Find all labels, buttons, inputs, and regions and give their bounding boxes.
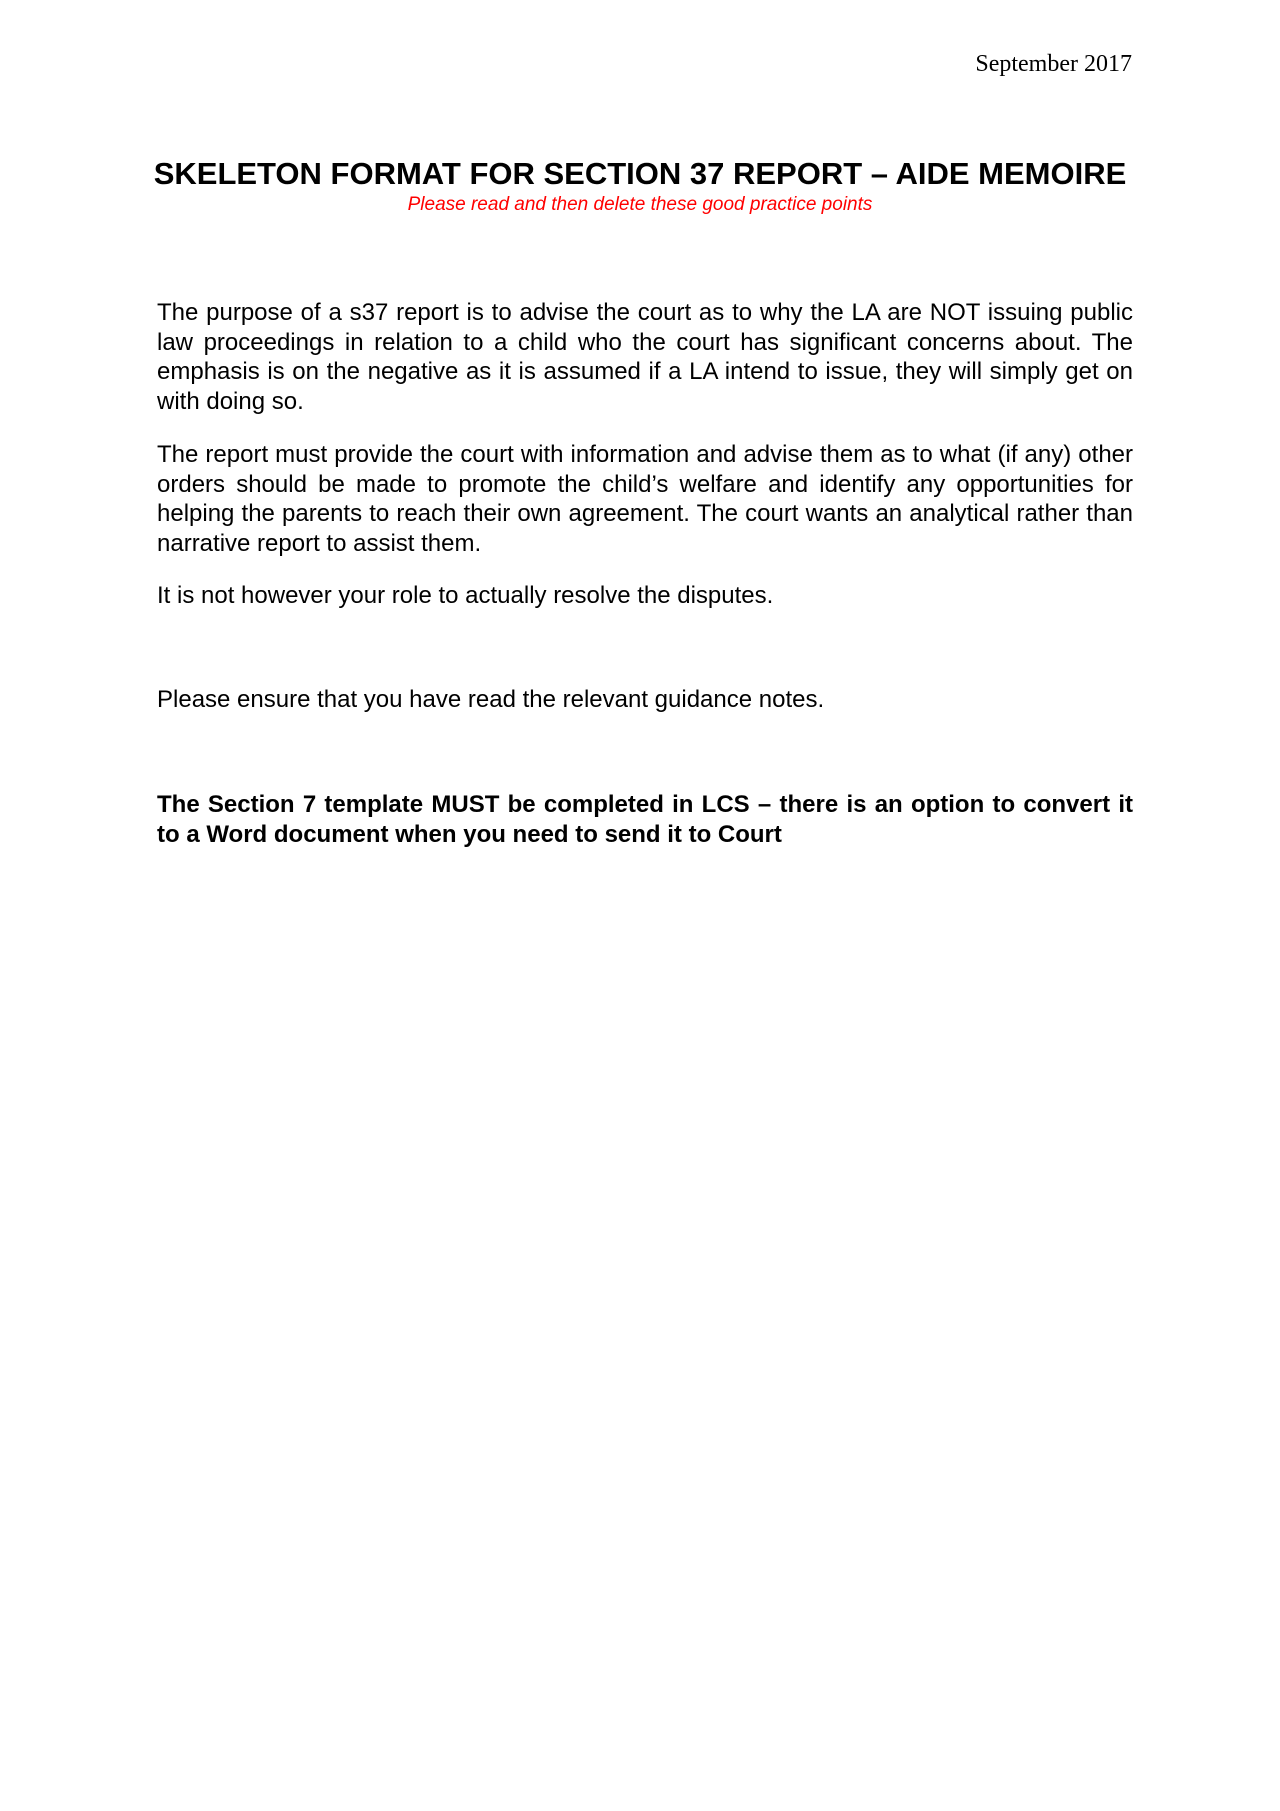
paragraph-template-instruction: The Section 7 template MUST be completed in LCS – there is an option to convert it to a Word document when you need to send it to Court — [157, 791, 1133, 848]
document-title: SKELETON FORMAT FOR SECTION 37 REPORT – AIDE MEMOIRE — [153, 156, 1127, 191]
document-date: September 2017 — [975, 51, 1132, 77]
document-subtitle: Please read and then delete these good practice points — [407, 194, 873, 215]
paragraph-purpose: The purpose of a s37 report is to advise the court as to why the LA are NOT issuing public law proceedings in relation to a child who the court has significant concerns about. The emphasis is on the negative as it is assumed if a LA intend to issue, they will simply get on with doing so. — [157, 299, 1133, 415]
paragraph-report-requirements: The report must provide the court with information and advise them as to what (if any) other orders should be made to promote the child’s welfare and identify any opportunities for helping the parents to reach their own agreement. The court wants an analytical rather than narrative report to assist them. — [157, 441, 1133, 557]
paragraph-guidance-notes: Please ensure that you have read the relevant guidance notes. — [157, 686, 825, 713]
paragraph-role-note: It is not however your role to actually resolve the disputes. — [157, 582, 774, 609]
